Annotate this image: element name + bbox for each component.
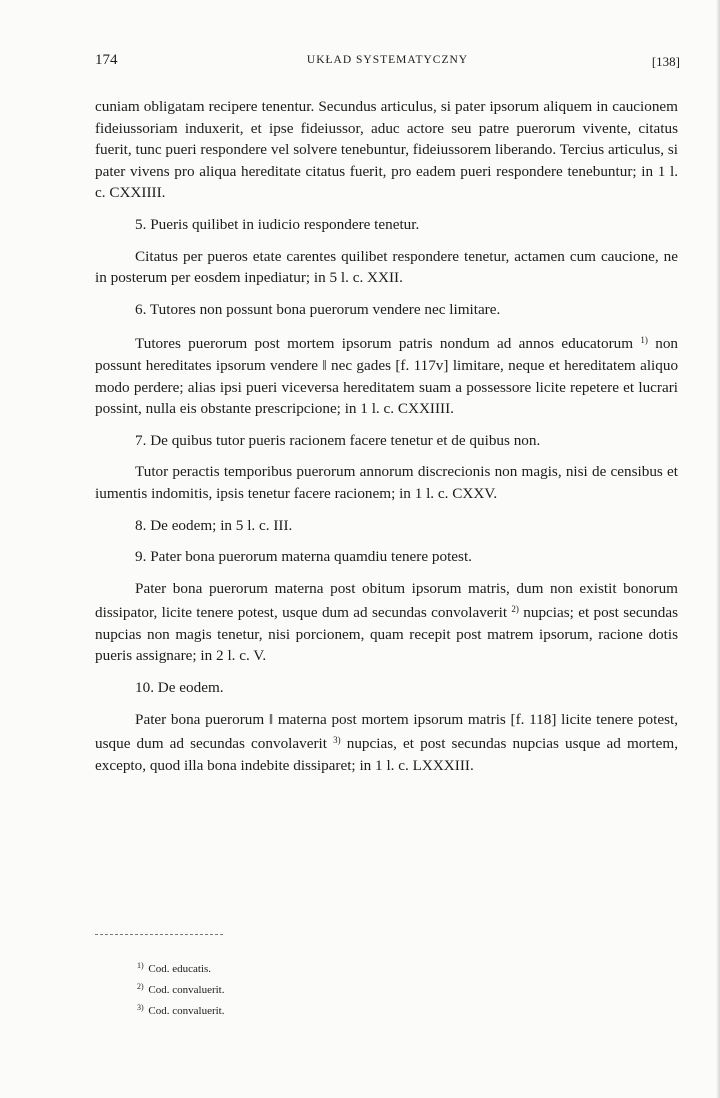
footnote-mark: 1): [137, 961, 144, 970]
page-edge-shadow: [716, 0, 720, 1098]
footnote-text: Cod. convaluerit.: [148, 984, 225, 996]
footnote-separator: [95, 934, 223, 935]
page-number: 174: [95, 52, 118, 68]
folio-marker: [138]: [651, 54, 680, 69]
section-heading-8: 8. De eodem; in 5 l. c. III.: [135, 516, 293, 534]
section-heading-9: 9. Pater bona puerorum materna quamdiu tenere potest.: [135, 548, 472, 566]
footnote-ref-2: 2): [511, 604, 519, 615]
paragraph-6: Tutores puerorum post mortem ipsorum patris nondum ad annos educatorum $^{1)}$ non possunt hereditates ipsorum vendere ‖ nec gades [f. 117v] limitare, neque et hereditatem aliquo modo perdere; alias ipsi pueri viceversa hereditatem suam a possessore licite repetere et lucrari possint, nulla eis obstante prescripcione; in 1 l. c. CXXIIII.: [95, 335, 679, 418]
footnote: [137, 957, 225, 978]
paragraph-5: Citatus per pueros etate carentes quilibet respondere tenetur, actamen cum caucione, ne in posterum per eosdem inpediatur; in 5 l. c. XXII.: [95, 247, 678, 287]
footnote: [137, 999, 225, 1020]
paragraph-7: Tutor peractis temporibus puerorum annorum discrecionis non magis, nisi de censibus et iumentis indomitis, ipsis tenetur facere racionem; in 1 l. c. CXXV.: [95, 463, 678, 502]
footnote-mark: 3): [137, 1003, 144, 1012]
paragraph-9: Pater bona puerorum materna post obitum ipsorum matris, dum non existit bonorum dissipator, licite tenere potest, usque dum ad secundas convolaverit $^{2)}$ nupcias; et post secundas nupcias non magis tenetur, nisi porcionem, quam recepit post matrem ipsorum, racione dotis pueris assignare; in 2 l. c. V.: [95, 579, 679, 665]
paragraph-continuation: cuniam obligatam recipere tenentur. Secundus articulus, si pater ipsorum aliquem in caucionem fideiussoriam induxerit, et ipse fideiussor, aduc actore seu patre puerorum vivente, citatus fuerit, tunc pueri respondere vel solvere tenebuntur, fideiussorem liberando. Tercius articulus, si pater vivens pro aliqua hereditate citatus fuerit, pro eadem pueri respondere tenebuntur; in 1 l. c. CXXIIII.: [95, 98, 679, 202]
paragraph-10: Pater bona puerorum ‖ materna post mortem ipsorum matris [f. 118] licite tenere potest, usque dum ad secundas convolaverit $^{3)}$ nupcias, et post secundas nupcias usque ad mortem, excepto, quod illa bona indebite dissiparet; in 1 l. c. LXXXIII.: [95, 710, 679, 774]
section-heading-6: 6. Tutores non possunt bona puerorum vendere nec limitare.: [135, 300, 501, 318]
section-heading-10: 10. De eodem.: [135, 679, 224, 697]
section-heading-5: 5. Pueris quilibet in iudicio respondere tenetur.: [135, 215, 420, 233]
section-heading-7: 7. De quibus tutor pueris racionem facere tenetur et de quibus non.: [135, 431, 541, 449]
folio-marker-inline: [f. 118]: [510, 710, 557, 728]
footnote: [137, 978, 225, 999]
folio-marker-inline: [f. 117v]: [395, 356, 449, 374]
folio-break-mark: ‖: [322, 356, 327, 374]
footnote-text: Cod. educatis.: [148, 963, 212, 975]
folio-break-mark: ‖: [268, 710, 274, 728]
main-text: [95, 96, 678, 776]
footnotes: [137, 957, 225, 1020]
running-title: UKŁAD SYSTEMATYCZNY: [306, 54, 469, 66]
footnote-ref-1: 1): [640, 335, 648, 346]
footnote-text: Cod. convaluerit.: [148, 1005, 225, 1017]
running-header: [95, 52, 680, 76]
footnote-mark: 2): [137, 982, 144, 991]
footnote-ref-3: 3): [333, 735, 341, 746]
